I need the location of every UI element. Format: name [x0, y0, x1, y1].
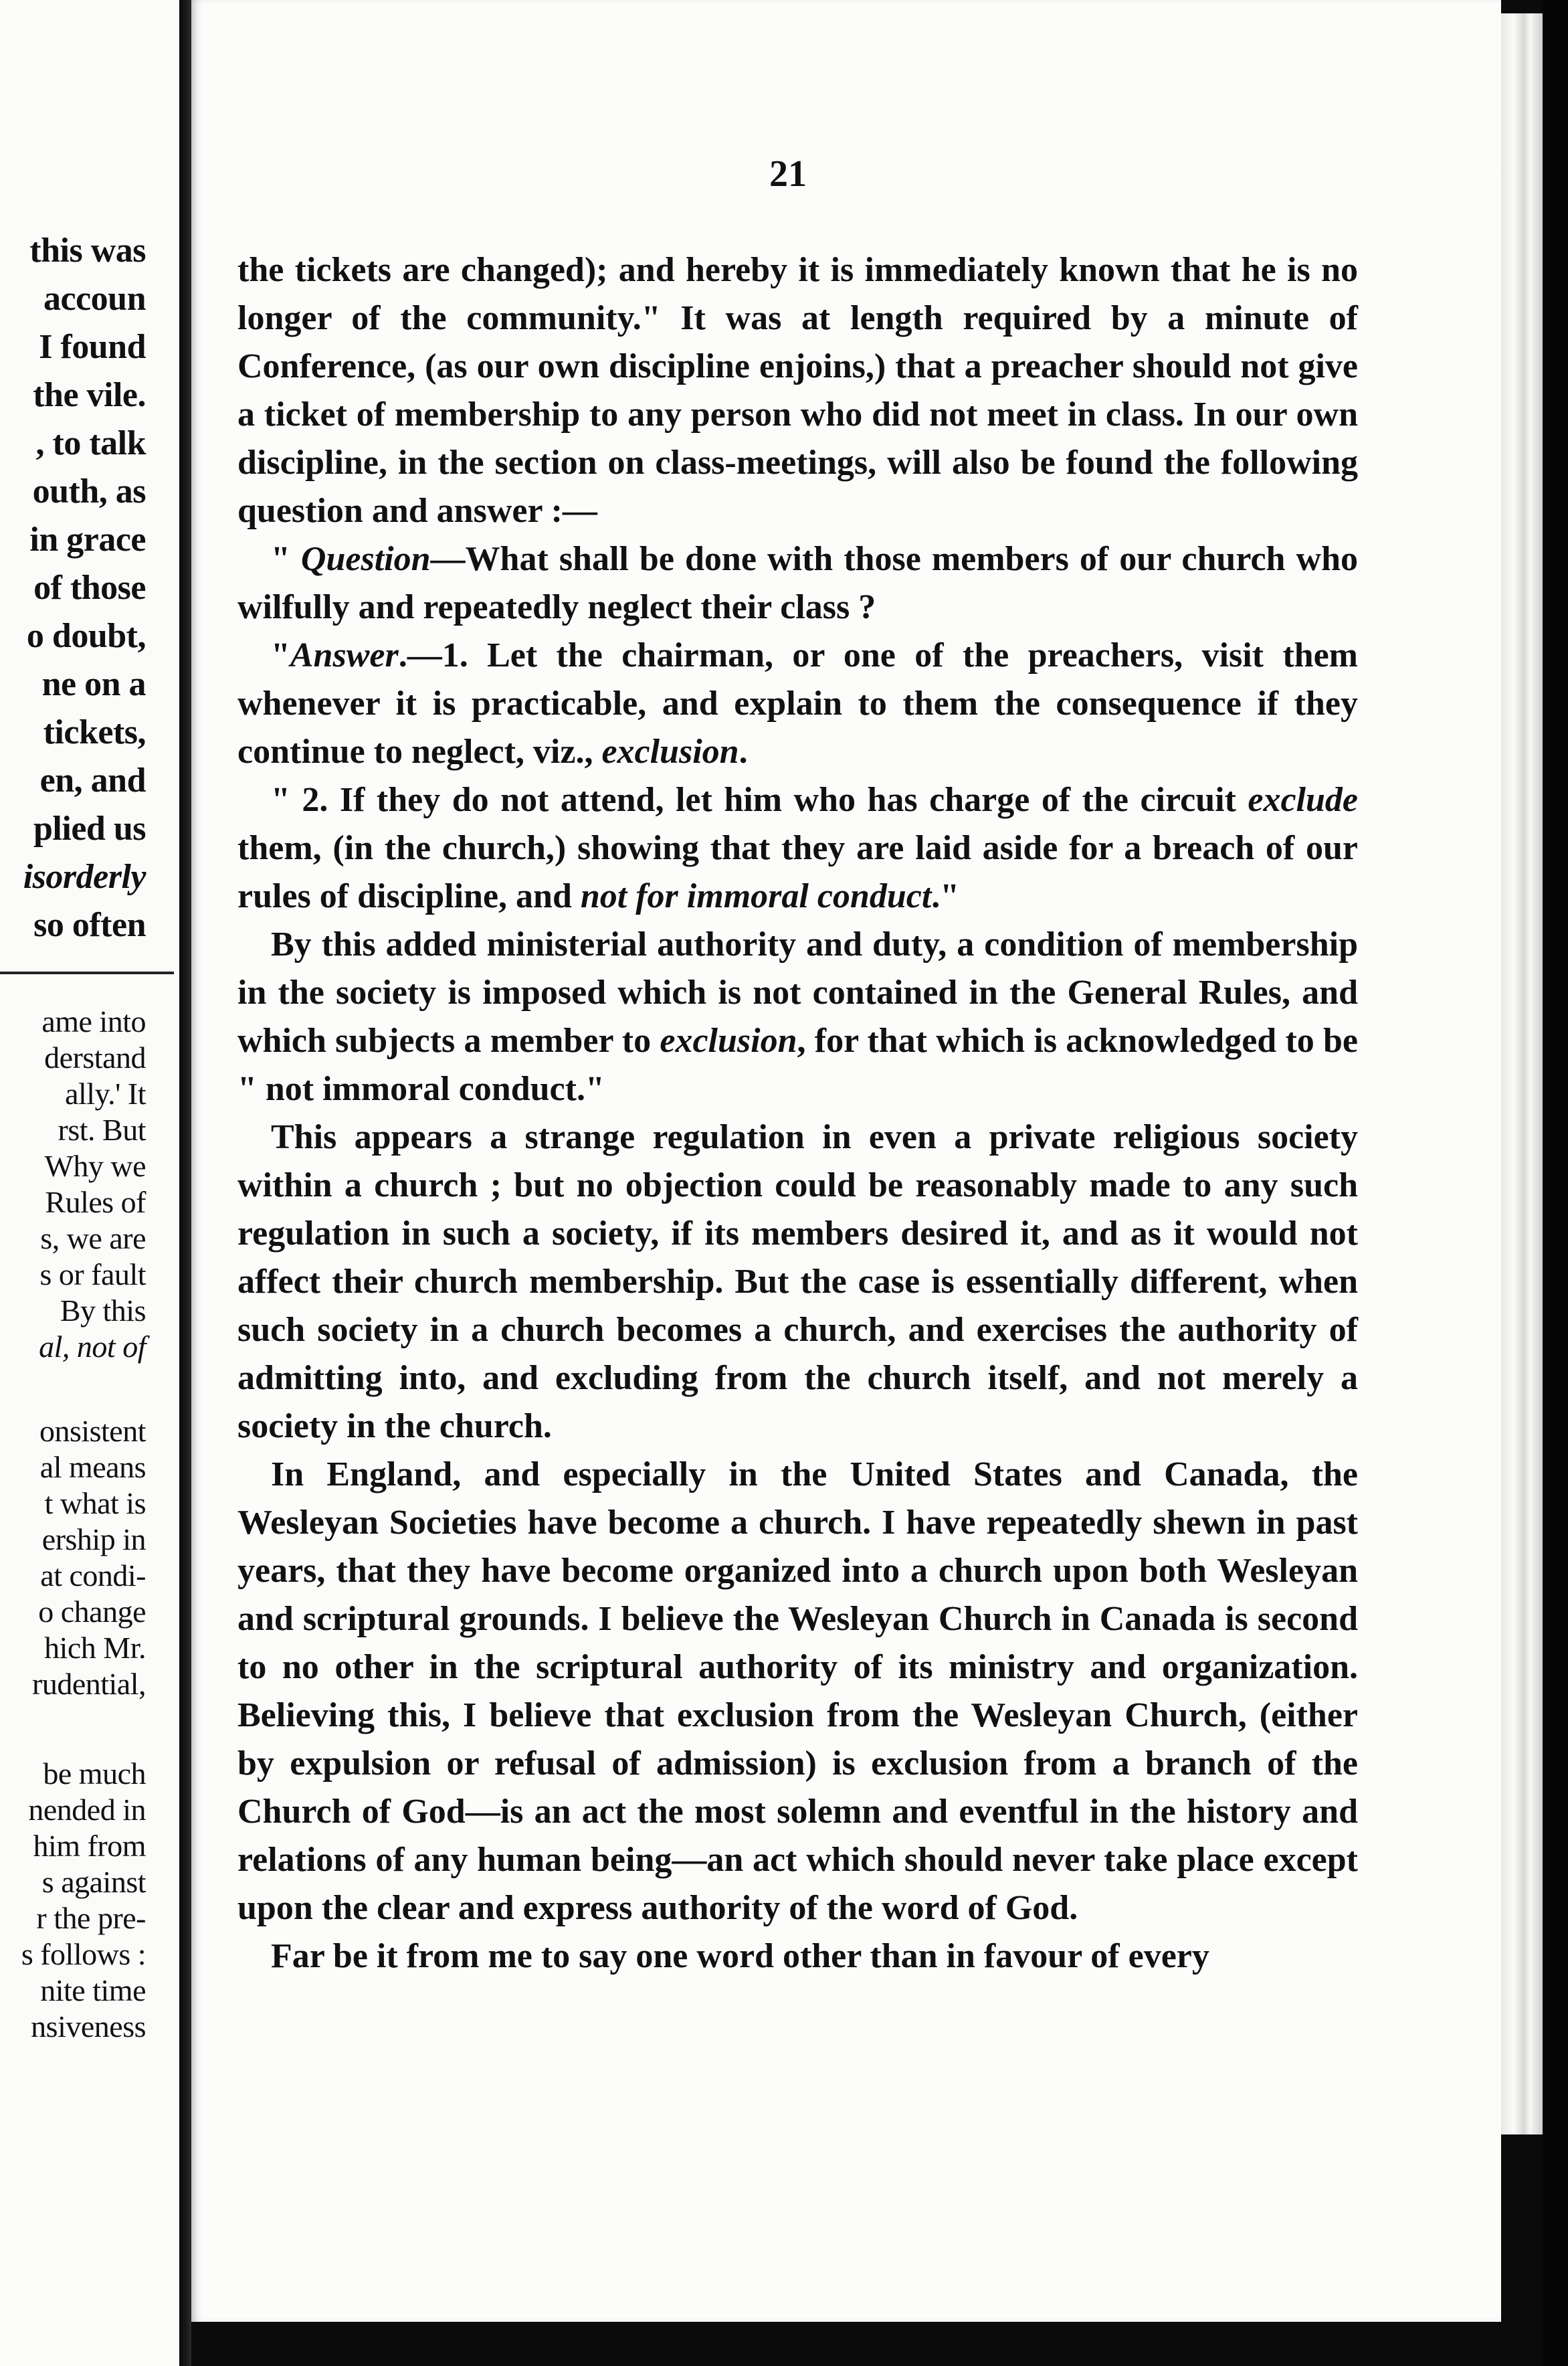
facing-page-line: so often: [33, 906, 146, 944]
facing-page-line: isorderly: [23, 858, 146, 896]
facing-page-line: s against: [41, 1865, 146, 1899]
page-edges: [1501, 13, 1543, 2134]
facing-page-line: ership in: [41, 1522, 146, 1556]
discipline-question: [237, 535, 1358, 632]
paragraph-continuation: the tickets are changed); and hereby it is immediately known that he is no longer of the community." It was at length required by a minute of Conference, (as our own discipline enjoins,) that a preacher should not give a ticket of membership to any person who did not meet in class. In our own discipline, in the section on class-meetings, will also be found the following question and answer :—: [237, 251, 1358, 530]
discipline-answer-1: [237, 632, 1358, 776]
quote-mark: ": [271, 540, 301, 578]
facing-page-line: Why we: [44, 1149, 146, 1183]
facing-page-line: this was: [29, 232, 146, 270]
facing-page-line: ally.' It: [65, 1077, 146, 1111]
answer2-emphasis-1: exclude: [1248, 781, 1358, 819]
question-label: Question: [300, 540, 431, 578]
question-text: —What shall be done with those members of our church who wilfully and repeatedly neglect their class ?: [237, 540, 1358, 626]
facing-page-line: t what is: [44, 1486, 146, 1520]
facing-page-line: plied us: [33, 810, 146, 848]
facing-page-line: Rules of: [45, 1185, 146, 1219]
facing-page-fragment: [0, 0, 179, 2366]
facing-page-line: derstand: [44, 1040, 146, 1075]
facing-page-line: o doubt,: [26, 617, 146, 655]
facing-page-rule: [0, 972, 174, 974]
facing-page-line: rudential,: [32, 1667, 146, 1701]
facing-page-line: al, not of: [39, 1330, 146, 1364]
paragraph-strange-regulation: This appears a strange regulation in even a private religious society within a church ; but no objection could be reasonably made to any such regulation in such a society, if its members desired it, and as it would not affect their church membership. But the case is essentially different, when such society in a church becomes a church, and exercises the authority of admitting into, and excluding from the church itself, and not merely a society in the church.: [237, 1118, 1358, 1445]
p4-emphasis: exclusion: [660, 1022, 797, 1060]
facing-page-line: accoun: [43, 280, 146, 318]
paragraph-ministerial-authority: [237, 921, 1358, 1113]
answer-label: Answer: [290, 636, 399, 674]
facing-page-line: r the pre-: [36, 1901, 146, 1935]
answer2-end: .": [931, 877, 960, 915]
facing-page-line: in grace: [29, 521, 146, 559]
facing-page-line: onsistent: [39, 1414, 146, 1448]
facing-page-line: rst. But: [58, 1113, 146, 1147]
facing-page-line: outh, as: [32, 472, 146, 511]
facing-page-line: of those: [33, 569, 146, 607]
facing-page-line: s or fault: [39, 1257, 146, 1291]
facing-page-line: By this: [60, 1293, 146, 1328]
facing-page-line: be much: [43, 1756, 146, 1791]
answer2-text-a: " 2. If they do not attend, let him who has charge of the circuit: [271, 781, 1248, 819]
facing-page-line: ne on a: [41, 665, 146, 703]
book-gutter: [179, 0, 191, 2366]
quote-mark: ": [271, 636, 290, 674]
paragraph-far-be-it: Far be it from me to say one word other than in favour of every: [271, 1937, 1209, 1975]
facing-page-line: nended in: [28, 1793, 146, 1827]
paragraph-wesleyan-church: In England, and especially in the United States and Canada, the Wesleyan Societies have become a church. I have repeatedly shewn in past years, that they have become organized into a church upon both Wesleyan and scriptural grounds. I believe the Wesleyan Church in Canada is second to no other in the scriptural authority of its ministry and organization. Believing this, I believe that exclusion from the Wesleyan Church, (either by expulsion or refusal of admission) is exclusion from a branch of the Church of God—is an act the most solemn and eventful in the history and relations of any human being—an act which should never take place except upon the clear and express authority of the word of God.: [237, 1455, 1358, 1927]
facing-page-line: nite time: [40, 1973, 146, 2007]
answer2-emphasis-2: not for immoral conduct: [580, 877, 932, 915]
scan-border: [1543, 0, 1568, 2366]
body-text: [237, 246, 1358, 1981]
facing-page-line: nsiveness: [31, 2009, 146, 2043]
discipline-answer-2: [237, 776, 1358, 921]
answer-emphasis: exclusion: [601, 733, 739, 771]
facing-page-line: at condi-: [40, 1558, 146, 1592]
answer2-text-b: them, (in the church,) showing that they are laid aside for a breach of our rules of discipline, and: [237, 829, 1358, 915]
answer-text: .—1. Let the chairman, or one of the preachers, visit them whenever it is practicable, and explain to them the consequence if they continue to neglect, viz.,: [237, 636, 1358, 771]
facing-page-line: I found: [39, 328, 146, 366]
facing-page-line: hich Mr.: [44, 1631, 146, 1665]
p4-text-b: , for that which is acknowledged to be " not immoral conduct.": [237, 1022, 1358, 1108]
answer-end: .: [739, 733, 748, 771]
facing-page-line: the vile.: [33, 376, 146, 414]
facing-page-line: him from: [33, 1829, 146, 1863]
facing-page-line: , to talk: [35, 424, 146, 462]
p4-text-a: By this added ministerial authority and duty, a condition of membership in the society is imposed which is not contained in the General Rules, and which subjects a member to: [237, 925, 1358, 1060]
facing-page-line: al means: [39, 1450, 146, 1484]
facing-page-line: ame into: [41, 1004, 146, 1038]
facing-page-line: o change: [38, 1595, 146, 1629]
facing-page-line: en, and: [39, 761, 146, 800]
page-number: 21: [769, 153, 807, 195]
facing-page-line: s follows :: [21, 1937, 146, 1971]
facing-page-line: s, we are: [40, 1221, 146, 1255]
facing-page-line: tickets,: [43, 713, 146, 751]
